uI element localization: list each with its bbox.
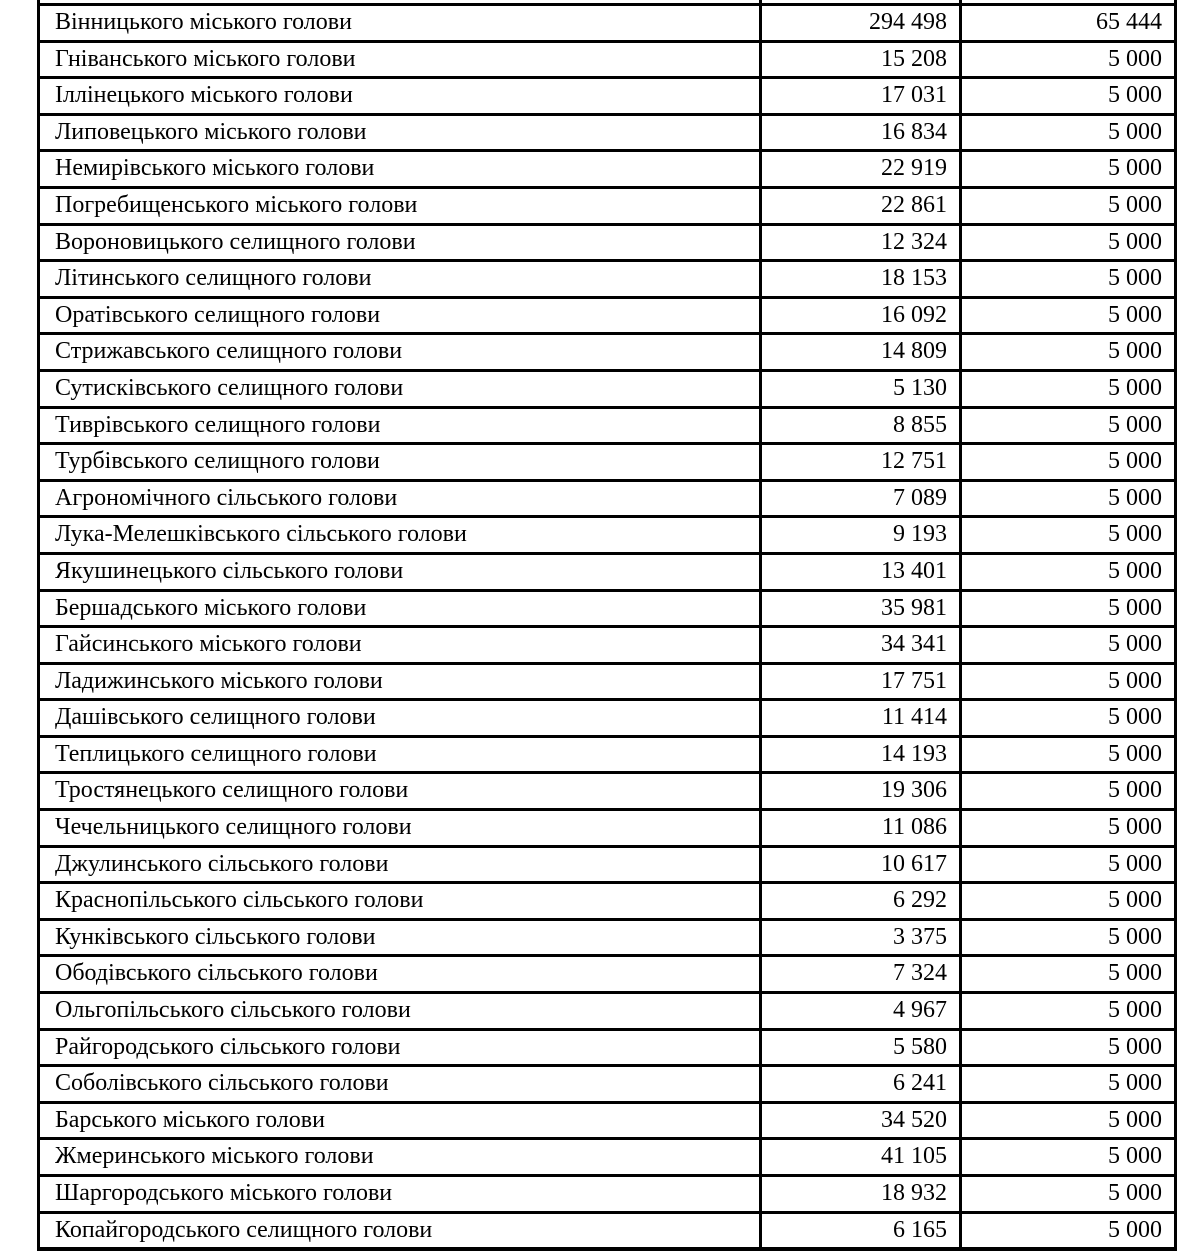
- table-row: [40, 625, 1174, 662]
- table-row: [40, 442, 1174, 479]
- row-value1: 6 241: [762, 1067, 962, 1101]
- clipped-cell: [962, 0, 1174, 3]
- row-value1: 4 967: [762, 994, 962, 1028]
- row-value2: 5 000: [1108, 1070, 1162, 1097]
- table-row: [40, 991, 1174, 1028]
- row-value1: 19 306: [762, 774, 962, 808]
- row-value2: 5 000: [1108, 411, 1162, 438]
- table-row: [40, 735, 1174, 772]
- table-row: [40, 1211, 1174, 1248]
- row-value2: 5 000: [1108, 521, 1162, 548]
- row-value1: 7 324: [762, 957, 962, 991]
- row-label: Вороновицького селищного голови: [40, 226, 762, 260]
- row-value1: 15 208: [762, 43, 962, 77]
- row-label: Сутисківського селищного голови: [40, 372, 762, 406]
- row-value1: 18 932: [762, 1177, 962, 1211]
- table-row: [40, 662, 1174, 699]
- table-row: [40, 1064, 1174, 1101]
- row-label: Дашівського селищного голови: [40, 701, 762, 735]
- row-value2: 5 000: [1108, 484, 1162, 511]
- row-value2: 5 000: [1108, 850, 1162, 877]
- row-value2: 5 000: [1108, 923, 1162, 950]
- row-value2: 5 000: [1108, 557, 1162, 584]
- table-row: [40, 369, 1174, 406]
- row-value2: 5 000: [1108, 301, 1162, 328]
- row-label: Краснопільського сільського голови: [40, 884, 762, 918]
- row-value2: 5 000: [1108, 997, 1162, 1024]
- budget-table: [37, 0, 1177, 1251]
- row-value1: 34 341: [762, 628, 962, 662]
- table-row: [40, 406, 1174, 443]
- row-value1: 294 498: [762, 6, 962, 40]
- table-row: [40, 808, 1174, 845]
- row-value2: 5 000: [1108, 704, 1162, 731]
- row-label: Соболівського сільського голови: [40, 1067, 762, 1101]
- table-row: [40, 76, 1174, 113]
- row-value1: 17 031: [762, 79, 962, 113]
- row-label: Вінницького міського голови: [40, 6, 762, 40]
- row-value1: 16 092: [762, 299, 962, 333]
- row-value1: 6 165: [762, 1214, 962, 1248]
- row-label: Ободівського сільського голови: [40, 957, 762, 991]
- row-value1: 17 751: [762, 665, 962, 699]
- row-value2: 5 000: [1108, 594, 1162, 621]
- row-label: Чечельницького селищного голови: [40, 811, 762, 845]
- row-value1: 34 520: [762, 1104, 962, 1138]
- row-label: Немирівського міського голови: [40, 152, 762, 186]
- row-value2: 5 000: [1108, 374, 1162, 401]
- row-label: Липовецького міського голови: [40, 116, 762, 150]
- row-label: Оратівського селищного голови: [40, 299, 762, 333]
- table-row: [40, 332, 1174, 369]
- row-value2: 5 000: [1108, 1106, 1162, 1133]
- table-row: [40, 954, 1174, 991]
- row-label: Барського міського голови: [40, 1104, 762, 1138]
- row-label: Агрономічного сільського голови: [40, 482, 762, 516]
- clipped-cell: [40, 0, 762, 3]
- row-value2: 5 000: [1108, 740, 1162, 767]
- row-label: Стрижавського селищного голови: [40, 335, 762, 369]
- row-value2: 5 000: [1108, 45, 1162, 72]
- row-value2: 5 000: [1108, 1216, 1162, 1243]
- row-value2: 5 000: [1108, 191, 1162, 218]
- row-value1: 14 809: [762, 335, 962, 369]
- row-value2: 5 000: [1108, 448, 1162, 475]
- table-row: [40, 552, 1174, 589]
- row-value1: 9 193: [762, 518, 962, 552]
- table-row: [40, 1028, 1174, 1065]
- table-row: [40, 296, 1174, 333]
- row-value2: 5 000: [1108, 155, 1162, 182]
- row-value1: 22 919: [762, 152, 962, 186]
- row-value2: 5 000: [1108, 1143, 1162, 1170]
- row-label: Турбівського селищного голови: [40, 445, 762, 479]
- table-row: [40, 3, 1174, 40]
- table-row: [40, 589, 1174, 626]
- row-value1: 11 414: [762, 701, 962, 735]
- clipped-cell: [762, 0, 962, 3]
- row-value1: 5 130: [762, 372, 962, 406]
- row-label: Тростянецького селищного голови: [40, 774, 762, 808]
- row-label: Жмеринського міського голови: [40, 1140, 762, 1174]
- table-row: [40, 845, 1174, 882]
- row-value2: 5 000: [1108, 1033, 1162, 1060]
- row-label: Теплицького селищного голови: [40, 738, 762, 772]
- row-value1: 18 153: [762, 262, 962, 296]
- clipped-row-top: [40, 0, 1174, 3]
- row-label: Тиврівського селищного голови: [40, 409, 762, 443]
- table-row: [40, 149, 1174, 186]
- row-value1: 14 193: [762, 738, 962, 772]
- row-value2: 5 000: [1108, 667, 1162, 694]
- row-label: Копайгородського селищного голови: [40, 1214, 762, 1248]
- row-value1: 22 861: [762, 189, 962, 223]
- row-label: Гайсинського міського голови: [40, 628, 762, 662]
- table-row: [40, 1101, 1174, 1138]
- row-value1: 3 375: [762, 921, 962, 955]
- row-value2: 5 000: [1108, 82, 1162, 109]
- table-row: [40, 40, 1174, 77]
- row-value2: 5 000: [1108, 338, 1162, 365]
- row-value2: 5 000: [1108, 1180, 1162, 1206]
- table-row: [40, 698, 1174, 735]
- row-label: Райгородського сільського голови: [40, 1031, 762, 1065]
- row-value2: 5 000: [1108, 960, 1162, 987]
- row-value1: 8 855: [762, 409, 962, 443]
- row-label: Шаргородського міського голови: [40, 1177, 762, 1211]
- row-label: Погребищенського міського голови: [40, 189, 762, 223]
- row-label: Літинського селищного голови: [40, 262, 762, 296]
- row-value1: 12 751: [762, 445, 962, 479]
- row-value2: 65 444: [1096, 9, 1162, 35]
- row-value1: 16 834: [762, 116, 962, 150]
- table-row: [40, 771, 1174, 808]
- row-label: Бершадського міського голови: [40, 592, 762, 626]
- row-value2: 5 000: [1108, 814, 1162, 841]
- table-row: [40, 918, 1174, 955]
- row-value1: 10 617: [762, 848, 962, 882]
- row-label: Лука-Мелешківського сільського голови: [40, 518, 762, 552]
- row-value2: 5 000: [1108, 887, 1162, 914]
- table-row: [40, 186, 1174, 223]
- row-value2: 5 000: [1108, 265, 1162, 292]
- table-row: [40, 479, 1174, 516]
- row-value1: 7 089: [762, 482, 962, 516]
- row-label: Джулинського сільського голови: [40, 848, 762, 882]
- row-value1: 5 580: [762, 1031, 962, 1065]
- row-value1: 12 324: [762, 226, 962, 260]
- row-label: Ольгопільського сільського голови: [40, 994, 762, 1028]
- row-value1: 11 086: [762, 811, 962, 845]
- table-row: [40, 881, 1174, 918]
- row-value1: 41 105: [762, 1140, 962, 1174]
- row-label: Гніванського міського голови: [40, 43, 762, 77]
- table-row: [40, 1137, 1174, 1174]
- row-label: Якушинецького сільського голови: [40, 555, 762, 589]
- table-row: [40, 259, 1174, 296]
- table-row: [40, 515, 1174, 552]
- table-row: [40, 1174, 1174, 1211]
- row-value1: 35 981: [762, 592, 962, 626]
- row-value2: 5 000: [1108, 228, 1162, 255]
- row-label: Ладижинського міського голови: [40, 665, 762, 699]
- row-value1: 6 292: [762, 884, 962, 918]
- row-label: Кунківського сільського голови: [40, 921, 762, 955]
- table-row: [40, 113, 1174, 150]
- row-value2: 5 000: [1108, 631, 1162, 658]
- table-row: [40, 223, 1174, 260]
- row-value1: 13 401: [762, 555, 962, 589]
- row-value2: 5 000: [1108, 118, 1162, 145]
- row-label: Іллінецького міського голови: [40, 79, 762, 113]
- row-value2: 5 000: [1108, 777, 1162, 804]
